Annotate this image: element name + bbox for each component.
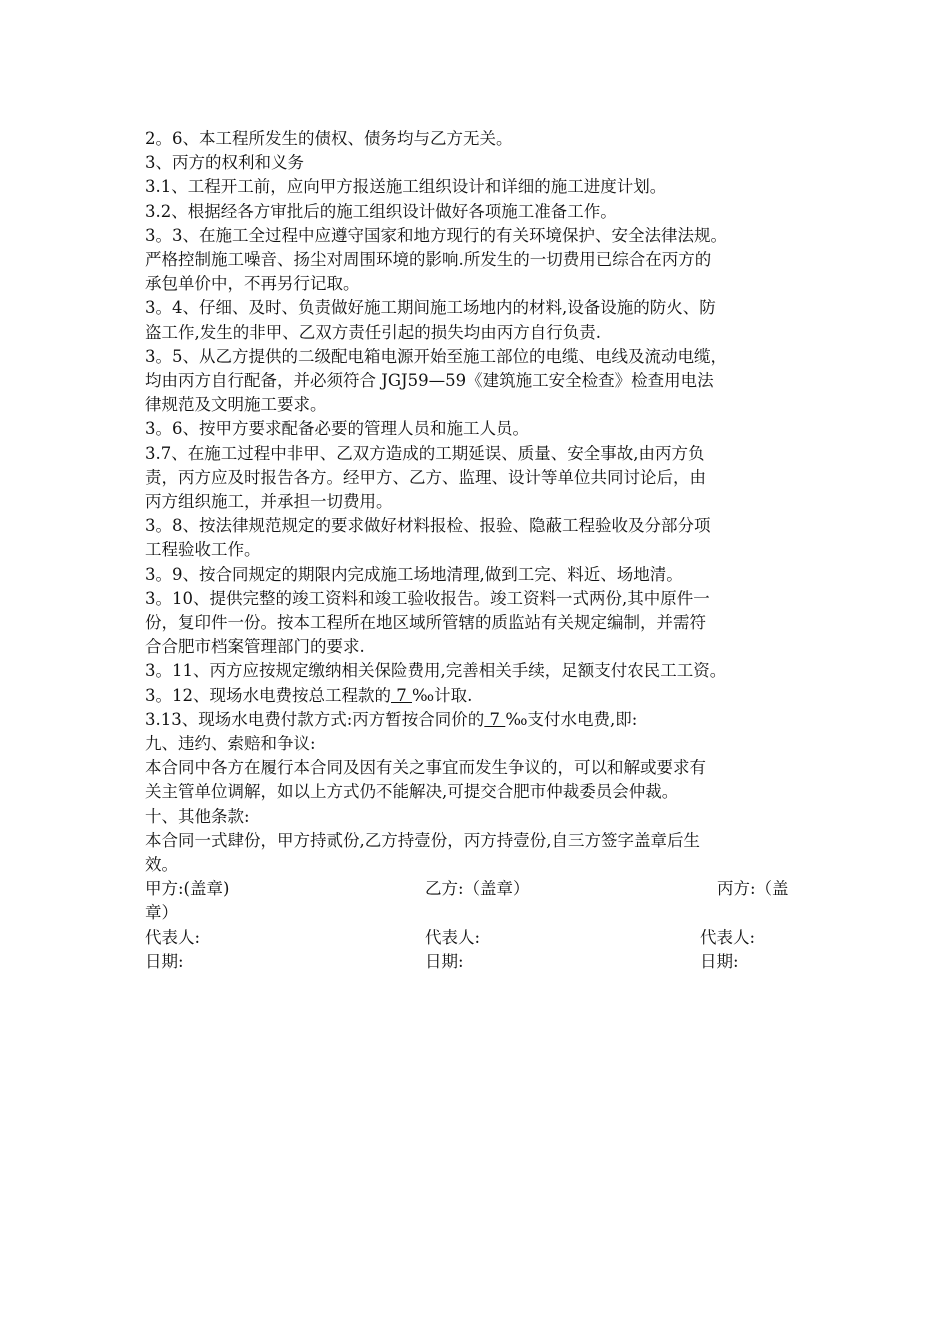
clause-3-2: 3.2、根据经各方审批后的施工组织设计做好各项施工准备工作。 — [145, 201, 617, 221]
party-a-seal: 甲方:(盖章) — [145, 879, 230, 899]
clause-3-8: 3。8、按法律规范规定的要求做好材料报检、报验、隐蔽工程验收及分部分项 — [145, 516, 711, 536]
section-heading-other: 十、其他条款: — [145, 806, 250, 826]
clause-3-3-cont: 严格控制施工噪音、扬尘对周围环境的影响.所发生的一切费用已综合在丙方的 — [145, 250, 712, 270]
clause-3-10-cont: 合合肥市档案管理部门的要求. — [145, 637, 365, 657]
party-a-representative: 代表人: — [145, 927, 201, 947]
payment-rate-value: 7 — [484, 709, 506, 729]
utility-rate-value: 7 — [391, 685, 412, 705]
dispute-text: 本合同中各方在履行本合同及因有关之事宜而发生争议的，可以和解或要求有 — [145, 758, 706, 778]
party-c-seal: 丙方:（盖 — [717, 879, 789, 899]
clause-3-13-text: 3.13、现场水电费付款方式:丙方暂按合同价的 — [145, 709, 485, 729]
clause-3-1: 3.1、工程开工前，应向甲方报送施工组织设计和详细的施工进度计划。 — [145, 177, 667, 197]
clause-3-7-cont: 丙方组织施工，并承担一切费用。 — [145, 492, 393, 512]
clause-3-10-cont: 份，复印件一份。按本工程所在地区域所管辖的质监站有关规定编制，并需符 — [145, 613, 706, 633]
clause-3-10: 3。10、提供完整的竣工资料和竣工验收报告。竣工资料一式两份,其中原件一 — [145, 588, 710, 608]
section-heading-party-c: 3、丙方的权利和义务 — [145, 153, 304, 173]
party-c-date: 日期: — [700, 951, 739, 971]
clause-3-12 — [145, 684, 815, 708]
signature-row-dates — [145, 950, 815, 974]
clause-3-12-suffix: ‰计取. — [412, 685, 473, 705]
clause-3-4: 3。4、仔细、及时、负责做好施工期间施工场地内的材料,设备设施的防火、防 — [145, 298, 716, 318]
contract-page — [145, 127, 815, 974]
clause-3-12-text: 3。12、现场水电费按总工程款的 — [145, 685, 391, 705]
clause-3-13-suffix: ‰支付水电费,即: — [505, 709, 638, 729]
dispute-text-cont: 关主管单位调解，如以上方式仍不能解决,可提交合肥市仲裁委员会仲裁。 — [145, 782, 679, 802]
clause-2-6: 2。6、本工程所发生的债权、债务均与乙方无关。 — [145, 129, 513, 148]
section-heading-dispute: 九、违约、索赔和争议: — [145, 734, 316, 754]
copies-text-cont: 效。 — [145, 855, 178, 875]
clause-3-9: 3。9、按合同规定的期限内完成施工场地清理,做到工完、料近、场地清。 — [145, 564, 683, 584]
clause-3-5-cont: 律规范及文明施工要求。 — [145, 395, 327, 415]
clause-3-3-cont: 承包单价中，不再另行记取。 — [145, 274, 360, 294]
party-b-seal: 乙方:（盖章） — [425, 879, 530, 899]
signature-row-representatives — [145, 926, 815, 950]
clause-3-5: 3。5、从乙方提供的二级配电箱电源开始至施工部位的电缆、电线及流动电缆， — [145, 346, 727, 366]
clause-3-4-cont: 盗工作,发生的非甲、乙双方责任引起的损失均由丙方自行负责. — [145, 322, 601, 342]
party-b-representative: 代表人: — [425, 927, 481, 947]
clause-3-7-cont: 责，丙方应及时报告各方。经甲方、乙方、监理、设计等单位共同讨论后，由 — [145, 467, 706, 487]
clause-3-3: 3。3、在施工全过程中应遵守国家和地方现行的有关环境保护、安全法律法规。 — [145, 225, 727, 245]
clause-3-11: 3。11、丙方应按规定缴纳相关保险费用,完善相关手续，足额支付农民工工资。 — [145, 661, 727, 681]
signature-row-parties — [145, 877, 815, 901]
clause-3-5-cont: 均由丙方自行配备，并必须符合 JGJ59—59《建筑施工安全检查》检查用电法 — [145, 371, 714, 391]
clause-3-7: 3.7、在施工过程中非甲、乙双方造成的工期延误、质量、安全事故,由丙方负 — [145, 443, 705, 463]
copies-text: 本合同一式肆份，甲方持贰份,乙方持壹份，丙方持壹份,自三方签字盖章后生 — [145, 830, 700, 850]
party-c-seal-cont: 章） — [145, 903, 178, 923]
party-c-representative: 代表人: — [700, 927, 756, 947]
clause-3-13 — [145, 708, 815, 732]
clause-3-6: 3。6、按甲方要求配备必要的管理人员和施工人员。 — [145, 419, 529, 439]
party-b-date: 日期: — [425, 951, 464, 971]
clause-3-8-cont: 工程验收工作。 — [145, 540, 261, 560]
party-a-date: 日期: — [145, 951, 184, 971]
